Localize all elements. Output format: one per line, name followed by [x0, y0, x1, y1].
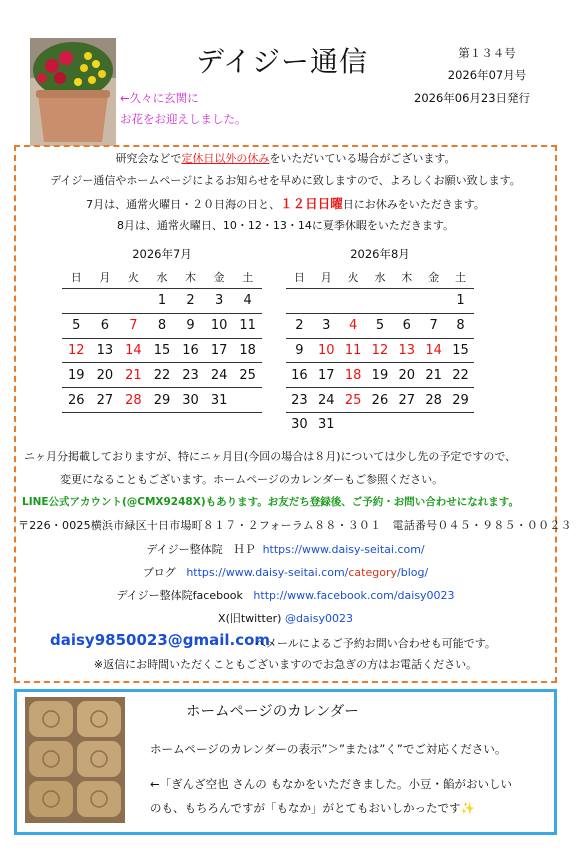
calendar-day: 10 — [205, 313, 234, 338]
calendar-table — [62, 266, 262, 413]
calendar-empty-day — [340, 289, 367, 314]
calendar-day: 26 — [367, 388, 394, 413]
calendar-weekday: 火 — [119, 266, 148, 289]
calendar-weekday: 月 — [91, 266, 120, 289]
calendar-week-row — [62, 313, 262, 338]
calendar-day: 23 — [176, 363, 205, 388]
calendar-august — [286, 246, 474, 436]
calendar-day: 27 — [393, 388, 420, 413]
calendar-day: 22 — [447, 363, 474, 388]
calendar-week-row — [62, 338, 262, 363]
calendar-empty-day — [420, 412, 447, 436]
issue-info — [437, 42, 537, 86]
calendar-day: 23 — [286, 388, 313, 413]
calendar-day: 31 — [205, 388, 234, 413]
calendar-weekday: 水 — [367, 266, 394, 289]
x-label: X(旧twitter) — [218, 612, 282, 625]
notice-line2: デイジー通信やホームページによるお知らせを早めに致しますので、よろしくお願い致します。 — [50, 174, 521, 187]
calendar-weekday: 日 — [286, 266, 313, 289]
hp-label: デイジー整体院 ＨＰ — [146, 543, 256, 556]
calendar-table — [286, 266, 474, 437]
calendar-day: 25 — [340, 388, 367, 413]
calendar-week-row — [62, 363, 262, 388]
calendar-day: 1 — [447, 289, 474, 314]
calendar-weekday: 金 — [420, 266, 447, 289]
calendar-weekday: 水 — [148, 266, 177, 289]
calendar-day: 14 — [420, 338, 447, 363]
calendar-week-row — [286, 313, 474, 338]
calendar-empty-day — [313, 289, 340, 314]
calendar-week-row — [62, 388, 262, 413]
calendar-empty-day — [367, 412, 394, 436]
calendar-day: 19 — [367, 363, 394, 388]
calendar-empty-day — [367, 289, 394, 314]
calendar-day: 5 — [62, 313, 91, 338]
calendar-day: 12 — [367, 338, 394, 363]
calendar-day: 30 — [291, 417, 308, 433]
calendar-day: 26 — [62, 388, 91, 413]
calendar-weekday: 月 — [313, 266, 340, 289]
notice-line1 — [14, 150, 557, 166]
calendar-day: 5 — [367, 313, 394, 338]
reply-note: ※返信にお時間いただくこともございますのでお急ぎの方はお電話ください。 — [93, 658, 478, 671]
notice-line1-post: をいただいている場合がございます。 — [269, 152, 456, 165]
blog-line — [14, 564, 557, 580]
calendar-day: 31 — [317, 417, 335, 433]
calendar-empty-day — [393, 289, 420, 314]
calendar-day: 17 — [313, 363, 340, 388]
calendar-day: 28 — [119, 388, 148, 413]
newsletter-title: デイジー通信 — [196, 45, 369, 78]
calendar-empty-day — [393, 412, 420, 436]
blog-link-category[interactable]: category — [348, 566, 397, 579]
notice-line1-em: 定休日以外の休み — [181, 152, 270, 165]
info-para2: 変更になることもございます。ホームページのカレンダーもご参照ください。 — [60, 473, 444, 486]
calendar-july — [62, 246, 262, 436]
calendar-day: 25 — [233, 363, 262, 388]
calendar-empty-day — [420, 289, 447, 314]
calendar-day: 22 — [148, 363, 177, 388]
x-handle-link[interactable]: @daisy0023 — [284, 612, 353, 625]
calendar-weekday-row — [62, 266, 262, 289]
calendar-day: 10 — [313, 338, 340, 363]
calendar-weekday: 木 — [393, 266, 420, 289]
calendar-weekday: 金 — [205, 266, 234, 289]
calendar-day: 21 — [119, 363, 148, 388]
monaka-photo — [25, 697, 125, 823]
issue-month: 2026年07月号 — [447, 68, 527, 82]
facebook-line — [14, 587, 557, 603]
calendar-empty-day — [233, 388, 262, 413]
notice-line3-em2: 日曜 — [317, 196, 343, 211]
issue-date: 2026年06月23日発行 — [414, 91, 531, 105]
calendar-day: 11 — [233, 313, 262, 338]
calendar-day: 4 — [233, 289, 262, 314]
homepage-calendar-note: ホームページのカレンダーの表示”＞”または”く”でご対応ください。 — [150, 742, 507, 756]
calendar-weekday: 土 — [233, 266, 262, 289]
calendar-day: 4 — [340, 313, 367, 338]
info-para1: ニヶ月分掲載しておりますが、特にニヶ月目(今回の場合は８月)については少し先の予定ですので、 — [24, 450, 517, 463]
clinic-address: 〒226・0025横浜市緑区十日市場町８１７・２フォーラム８８・３０１ 電話番号０４５・９８５・００２３ — [18, 519, 572, 532]
blog-link-base[interactable]: https://www.daisy-seitai.com/ — [186, 566, 349, 579]
calendar-day: 29 — [148, 388, 177, 413]
notice-line3 — [14, 194, 557, 212]
calendar-empty-day — [447, 412, 474, 436]
calendar-day: 12 — [62, 338, 91, 363]
notice-line3-em1: １２日 — [280, 196, 318, 211]
calendar-empty-day — [91, 289, 120, 314]
homepage-calendar-title: ホームページのカレンダー — [186, 704, 359, 720]
calendar-day: 15 — [447, 338, 474, 363]
notice-line1-pre: 研究会などで — [115, 152, 182, 165]
sparkle-icon: ✨ — [460, 801, 475, 815]
calendar-day: 21 — [420, 363, 447, 388]
calendar-weekday: 日 — [62, 266, 91, 289]
calendar-day: 20 — [393, 363, 420, 388]
calendar-day: 3 — [313, 313, 340, 338]
calendar-title: 2026年8月 — [350, 247, 410, 261]
notice-line3-post: 日にお休みをいただきます。 — [342, 198, 485, 211]
photo-caption-line1: ←久々に玄関に — [120, 91, 199, 105]
calendar-week-row — [286, 388, 474, 413]
calendar-day: 6 — [393, 313, 420, 338]
calendar-empty-day — [340, 412, 367, 436]
calendar-day: 6 — [91, 313, 120, 338]
calendar-week-row — [62, 289, 262, 314]
calendar-day: 3 — [205, 289, 234, 314]
calendar-title: 2026年7月 — [132, 247, 192, 261]
calendar-day: 29 — [447, 388, 474, 413]
calendar-weekday-row — [286, 266, 474, 289]
calendar-day: 24 — [205, 363, 234, 388]
gift-note-line2-text: のも、もちろんですが「もなか」がとてもおいしかったです — [150, 801, 461, 815]
calendar-day: 24 — [313, 388, 340, 413]
calendar-week-row — [286, 363, 474, 388]
calendar-day: 15 — [148, 338, 177, 363]
hp-link[interactable]: https://www.daisy-seitai.com/ — [262, 543, 425, 556]
calendar-day: 30 — [176, 388, 205, 413]
calendar-week-row — [286, 338, 474, 363]
gift-note-line1: ←「ぎんざ空也 さんの もなかをいただきました。小豆・餡がおいしい — [150, 777, 512, 791]
calendar-day: 1 — [148, 289, 177, 314]
facebook-link[interactable]: http://www.facebook.com/daisy0023 — [253, 589, 455, 602]
blog-link[interactable] — [186, 566, 428, 579]
calendar-day: 19 — [62, 363, 91, 388]
calendar-day: 13 — [393, 338, 420, 363]
calendar-day: 9 — [286, 338, 313, 363]
issue-number: 第１３４号 — [458, 46, 516, 60]
photo-caption-line2: お花をお迎えしました。 — [120, 112, 247, 126]
calendar-day: 14 — [119, 338, 148, 363]
calendar-day: 17 — [205, 338, 234, 363]
email-link[interactable]: daisy9850023@gmail.com — [50, 631, 271, 649]
hp-line — [14, 541, 557, 557]
calendar-day: 7 — [119, 313, 148, 338]
notice-line4: 8月は、通常火曜日、10・12・13・14に夏季休暇をいただきます。 — [116, 219, 455, 232]
calendar-week-row — [286, 412, 474, 436]
calendar-day: 18 — [340, 363, 367, 388]
flower-pot-photo — [30, 38, 116, 146]
calendar-day: 2 — [286, 313, 313, 338]
notice-line3-pre: 7月は、通常火曜日・２０日海の日と、 — [86, 198, 281, 211]
gift-note-line2 — [150, 800, 475, 816]
calendar-empty-day — [62, 289, 91, 314]
calendar-day: 28 — [420, 388, 447, 413]
calendar-day: 8 — [447, 313, 474, 338]
calendar-empty-day — [119, 289, 148, 314]
facebook-label: デイジー整体院facebook — [116, 589, 243, 602]
line-account-note: LINE公式アカウント(@CMX9248X)もあります。お友だち登録後、ご予約・お問い合わせになれます。 — [22, 496, 519, 508]
photo-caption — [120, 88, 247, 130]
calendar-day: 20 — [91, 363, 120, 388]
calendar-day: 8 — [148, 313, 177, 338]
calendar-day: 13 — [91, 338, 120, 363]
calendar-day: 18 — [233, 338, 262, 363]
x-line — [14, 610, 557, 626]
calendar-weekday: 土 — [447, 266, 474, 289]
calendar-week-row — [286, 289, 474, 314]
calendar-day: 27 — [91, 388, 120, 413]
blog-link-tail[interactable]: /blog/ — [397, 566, 429, 579]
calendar-day: 9 — [176, 313, 205, 338]
calendar-day: 2 — [176, 289, 205, 314]
calendar-day: 11 — [340, 338, 367, 363]
email-note: へメールによるご予約お問い合わせも可能です。 — [255, 637, 496, 650]
calendar-day: 16 — [176, 338, 205, 363]
calendar-weekday: 木 — [176, 266, 205, 289]
blog-label: ブログ — [142, 566, 176, 579]
calendar-day: 7 — [420, 313, 447, 338]
calendar-empty-day — [286, 289, 313, 314]
calendar-weekday: 火 — [340, 266, 367, 289]
calendar-day: 16 — [286, 363, 313, 388]
